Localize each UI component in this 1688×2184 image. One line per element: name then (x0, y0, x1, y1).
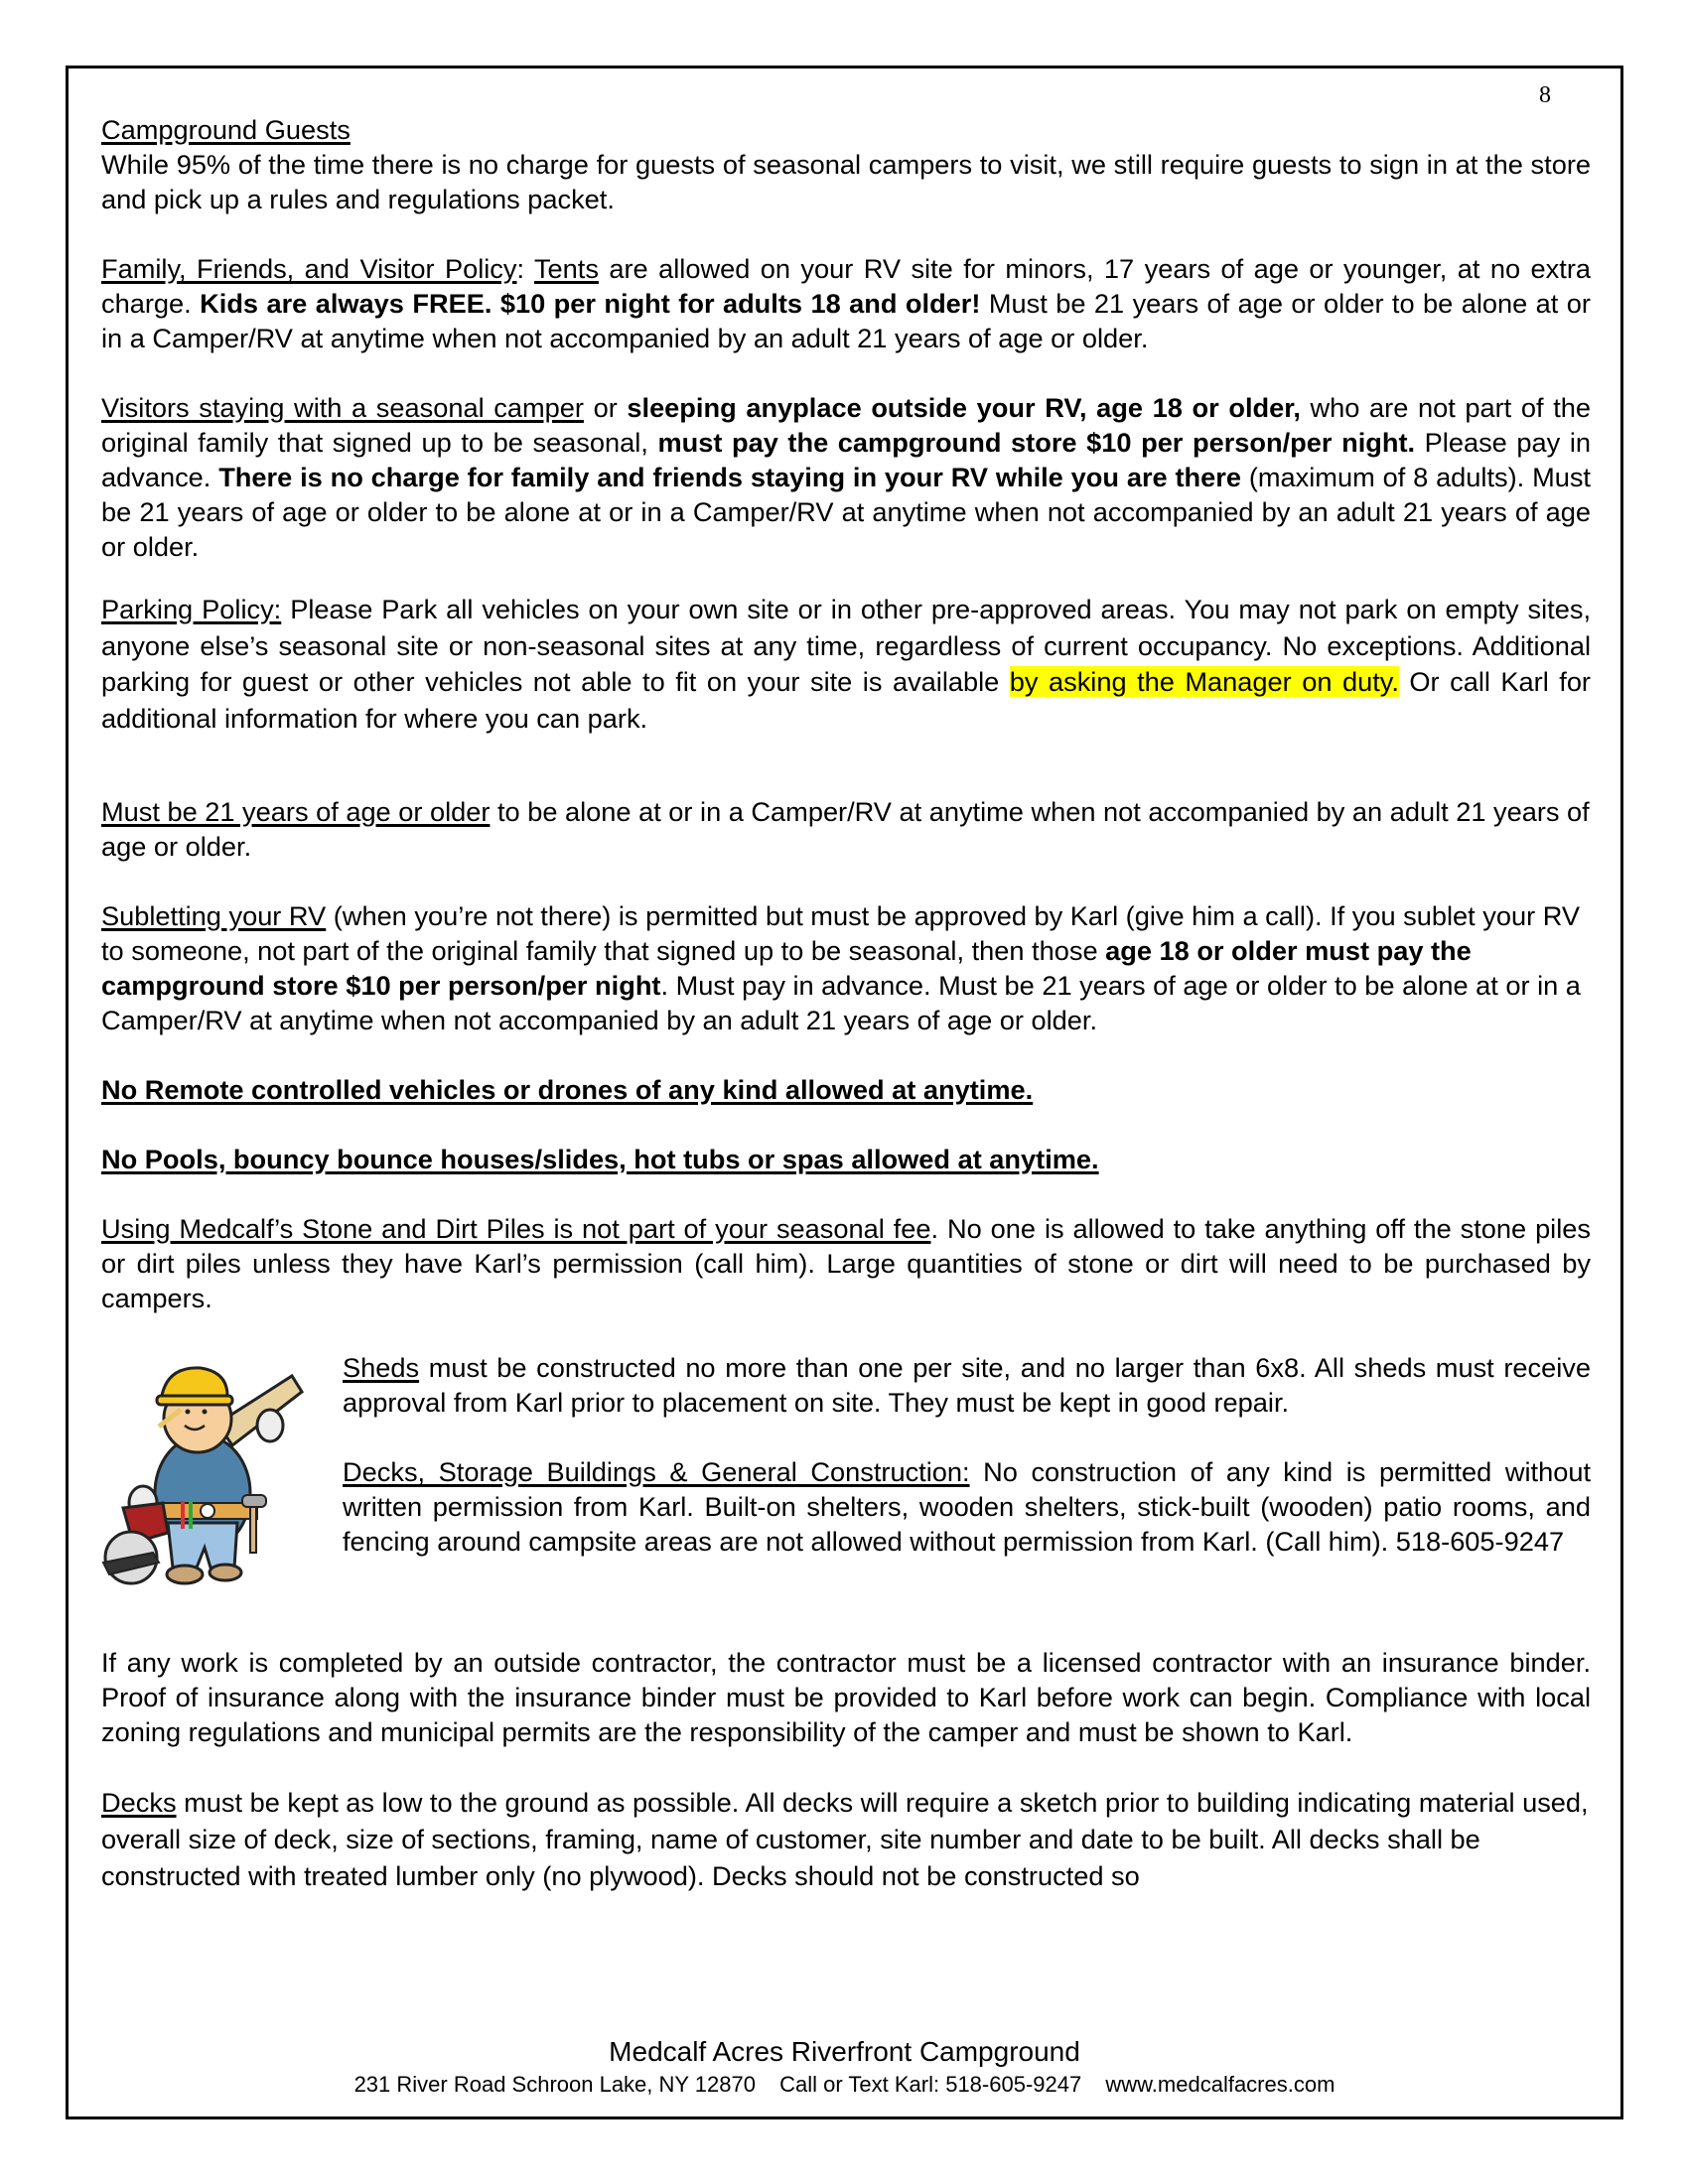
no-remote-rule: No Remote controlled vehicles or drones of any kind allowed at anytime. (101, 1074, 1034, 1105)
footer-address: 231 River Road Schroon Lake, NY 12870 (353, 2072, 756, 2097)
construction-worker-illustration (93, 1354, 332, 1610)
section-text: to be alone at or in a Camper/RV at anytime when not accompanied by an adult 21 years of age or older. (101, 796, 1590, 862)
section-stone-piles (101, 1211, 1591, 1315)
section-text: . No one is allowed to take anything off the stone piles or dirt piles unless they have Karl’s permission (call him). Large quantities of stone or dirt will need to be purchased by campers. (101, 1213, 1591, 1313)
section-text: While 95% of the time there is no charge for guests of seasonal campers to visit, we still require guests to sign in at the store and pick up a rules and regulations packet. (101, 149, 1591, 214)
section-age-requirement (101, 794, 1591, 864)
section-decks (101, 1784, 1591, 1894)
section-subletting (101, 898, 1591, 1037)
no-pools-rule: No Pools, bouncy bounce houses/slides, hot tubs or spas allowed at anytime. (101, 1144, 1099, 1174)
section-text: (maximum of 8 adults). Must be 21 years of age or older to be alone at or in a Camper/RV at anytime when not accompanied by an adult 21 years of age or older. (101, 462, 1591, 562)
page-content (101, 112, 1591, 1894)
section-heading: Decks, Storage Buildings & General Construction: (343, 1456, 970, 1487)
page-number: 8 (1539, 82, 1551, 108)
construction-block (101, 1350, 1591, 1610)
section-text: Or call Karl for additional information for where you can park. (101, 666, 1591, 734)
section-construction (343, 1454, 1591, 1559)
section-text: (when you’re not there) is permitted but must be approved by Karl (give him a call). If you sublet your RV to someone, not part of the original family that signed up to be seasonal, then those (101, 900, 1581, 966)
section-text: who are not part of the original family that signed up to be seasonal, (101, 392, 1591, 458)
colon: : (516, 253, 534, 284)
highlighted-text: by asking the Manager on duty. (1009, 666, 1399, 697)
construction-text (332, 1350, 1591, 1559)
footer-contact-line (69, 2070, 1620, 2100)
section-heading: Visitors staying with a seasonal camper (101, 392, 584, 423)
section-heading: Decks (101, 1787, 177, 1818)
page-footer (69, 2034, 1620, 2100)
kids-free-notice: Kids are always FREE. $10 per night for adults 18 and older! (200, 288, 981, 319)
fee-notice: age 18 or older must pay the campground store $10 per person/per night (101, 935, 1472, 1001)
section-text: or (583, 392, 628, 423)
section-parking (101, 592, 1591, 737)
section-heading: Using Medcalf’s Stone and Dirt Piles is not part of your seasonal fee (101, 1213, 931, 1244)
section-text: are allowed on your RV site for minors, 17 years of age or younger, at no extra charge. (101, 253, 1591, 319)
section-visitors (101, 390, 1591, 564)
section-heading: Subletting your RV (101, 900, 327, 931)
construction-worker-icon (93, 1354, 322, 1602)
section-heading: Family, Friends, and Visitor Policy (101, 253, 517, 284)
fee-notice: must pay the campground store $10 per person/per night. (657, 427, 1416, 458)
page-frame (66, 66, 1623, 2119)
section-family-policy (101, 251, 1591, 355)
section-text: Must be 21 years of age or older to be alone at or in a Camper/RV at anytime when not accompanied by an adult 21 years of age or older. (101, 288, 1591, 353)
section-text: Please pay in advance. (101, 427, 1591, 492)
section-text: . Must pay in advance. Must be 21 years of age or older to be alone at or in a Camper/RV at anytime when not accompanied by an adult 21 years of age or older. (101, 970, 1581, 1035)
section-heading: Must be 21 years of age or older (101, 796, 491, 827)
section-heading: Parking Policy: (101, 594, 282, 624)
section-text: Please Park all vehicles on your own site or in other pre-approved areas. You may not park on empty sites, anyone else’s seasonal site or non-seasonal sites at any time, regardless of current occupancy. No exceptions. Additional parking for guest or other vehicles not able to fit on your site is available (101, 594, 1592, 697)
section-text: No construction of any kind is permitted without written permission from Karl. Built-on shelters, wooden shelters, stick-built (wooden) patio rooms, and fencing around campsite areas are not allowed without permission from Karl. (Call him). 518-605-9247 (343, 1456, 1591, 1557)
footer-title: Medcalf Acres Riverfront Campground (609, 2036, 1080, 2067)
section-campground-guests (101, 112, 1591, 216)
bold-text: sleeping anyplace outside your RV, age 18 or older, (627, 392, 1301, 423)
footer-phone: Call or Text Karl: 518-605-9247 (779, 2072, 1082, 2097)
no-charge-notice: There is no charge for family and friends staying in your RV while you are there (218, 462, 1241, 492)
section-heading: Campground Guests (101, 114, 351, 145)
section-text: must be constructed no more than one per site, and no larger than 6x8. All sheds must receive approval from Karl prior to placement on site. They must be kept in good repair. (343, 1352, 1591, 1418)
section-heading: Sheds (343, 1352, 420, 1383)
section-sheds (343, 1350, 1591, 1420)
section-text: must be kept as low to the ground as possible. All decks will require a sketch prior to building indicating material used, overall size of deck, size of sections, framing, name of customer, site number and date to be built. All decks shall be constructed with treated lumber only (no plywood). Decks should not be constructed so (101, 1787, 1589, 1891)
tents-label: Tents (533, 253, 599, 284)
footer-website[interactable]: www.medcalfacres.com (1105, 2072, 1336, 2097)
section-contractor: If any work is completed by an outside contractor, the contractor must be a licensed contractor with an insurance binder. Proof of insurance along with the insurance binder must be provided to Karl before work can begin. Compliance with local zoning regulations and municipal permits are the responsibility of the camper and must be shown to Karl. (101, 1647, 1591, 1747)
